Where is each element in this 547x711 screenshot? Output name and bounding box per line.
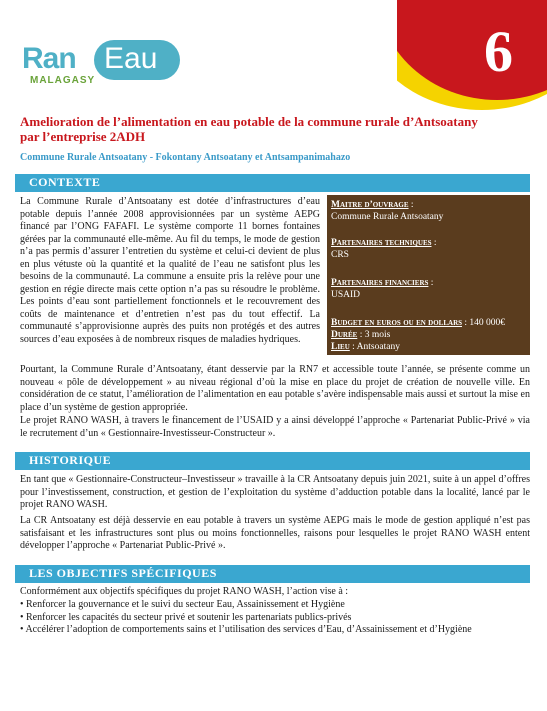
duree-value: 3 mois: [364, 330, 391, 340]
rano-eau-logo: [22, 40, 162, 100]
contexte-paragraph-2: Pourtant, la Commune Rurale d’Antsoatany, étant desservie par la RN7 et accessible toute l’année, se présente comme un nouveau « pôle de développement » au niveau régional d’où la mise en place du projet de création de nouvelle ville. En considération de ce statut, l’amélioration de l’alimentation en eau potable s’avère indispensable mais aussi et surtout la mise en place d’un système de gestion appropriée.: [20, 364, 530, 413]
logo-malagasy: MALAGASY: [30, 75, 96, 86]
list-item: • Accélérer l’adoption de comportements sains et l’utilisation des services d’Eau, d’Assainissement et d’Hygiène: [20, 624, 472, 635]
section-band-historique: [15, 452, 530, 470]
logo-rano: Ran: [22, 42, 76, 75]
pf-value: USAID: [331, 290, 361, 300]
objectifs-list: [20, 599, 530, 637]
page-subtitle: Commune Rurale Antsoatany - Fokontany Antsoatany et Antsampanimahazo: [20, 152, 351, 163]
section-band-contexte: [15, 174, 530, 192]
objectifs-intro: Conformément aux objectifs spécifiques du projet RANO WASH, l’action vise à :: [20, 586, 349, 597]
lieu-label: Lieu: [331, 342, 350, 352]
corner-badge: [397, 0, 547, 120]
section-title-historique: HISTORIQUE: [29, 453, 112, 467]
sheet-number: 6: [484, 19, 513, 84]
pf-label: Partenaires financiers: [331, 278, 429, 288]
project-info-box: Maitre d’ouvrage : Commune Rurale Antsoatany Partenaires techniques : CRS Partenaires financiers : USAID Budget en euros ou en dollars : 140 000€ Durée : 3 mois Lieu : Antsoatany: [327, 195, 530, 355]
duree-label: Durée: [331, 330, 358, 340]
list-item: • Renforcer la gouvernance et le suivi du secteur Eau, Assainissement et Hygiène: [20, 599, 345, 610]
section-title-objectifs: LES OBJECTIFS SPÉCIFIQUES: [29, 566, 217, 580]
page-title: Amelioration de l’alimentation en eau potable de la commune rurale d’Antsoatany par l’entreprise 2ADH: [20, 114, 478, 144]
logo-eau: Eau: [104, 42, 158, 75]
moa-label: Maitre d’ouvrage: [331, 200, 409, 210]
budget-label: Budget en euros ou en dollars: [331, 318, 463, 328]
historique-paragraph-2: La CR Antsoatany est déjà desservie en eau potable à travers un système AEPG mais le mode de gestion appliqué n’est pas satisfaisant et les infrastructures sont plus ou moins fonctionnelles, raisons pour lesquelles le projet RANO WASH entent développer l’approche « Partenariat Public-Privé ».: [20, 515, 530, 551]
contexte-paragraph-1: La Commune Rurale d’Antsoatany est dotée d’infrastructures d’eau potable depuis l’année 2008 approvisionnées par un système AEPG financé par l’ONG FAFAFI. Le système comporte 11 bornes fontaines gérées par la communauté elle-même. Au fil du temps, le mode de gestion n’a pas permis d’assurer l’entretien du système et celui-ci devient de plus en plus vétuste où la quantité et la qualité de l’eau ne satisfont plus les besoins de la communauté. La commune a ensuite pris la relève pour une gestion en régie directe mais cette option n’a pas su résoudre le problème. Les points d’eau sont partiellement fonctionnels et le recouvrement des coûts de maintenance et d’entretien n’est pas du tout effectif. La communauté s’approvisionne auprès des puits non protégés et des autres sources d’eau exposées à de nombreux risques de maladies hydriques.: [20, 196, 320, 345]
contexte-paragraph-3: Le projet RANO WASH, à travers le financement de l’USAID y a ainsi développé l’approche « Partenariat Public-Privé » via le recrutement d’un « Gestionnaire-Investisseur-Constructeur ».: [20, 415, 530, 439]
pt-value: CRS: [331, 250, 349, 260]
budget-value: 140 000€: [469, 318, 506, 328]
historique-paragraph-1: En tant que « Gestionnaire-Constructeur–Investisseur » travaille à la CR Antsoatany depuis juin 2021, suite à un appel d’offres pour l’investissement, construction, et gestion de l’exploitation du système d’adduction potable dans la localité, lancé par le projet RANO WASH.: [20, 474, 530, 510]
moa-value: Commune Rurale Antsoatany: [331, 212, 444, 222]
lieu-value: Antsoatany: [356, 342, 400, 352]
section-title-contexte: CONTEXTE: [29, 175, 101, 189]
pt-label: Partenaires techniques: [331, 238, 432, 248]
section-band-objectifs: [15, 565, 530, 583]
list-item: • Renforcer les capacités du secteur privé et soutenir les partenariats publics-privés: [20, 611, 352, 623]
